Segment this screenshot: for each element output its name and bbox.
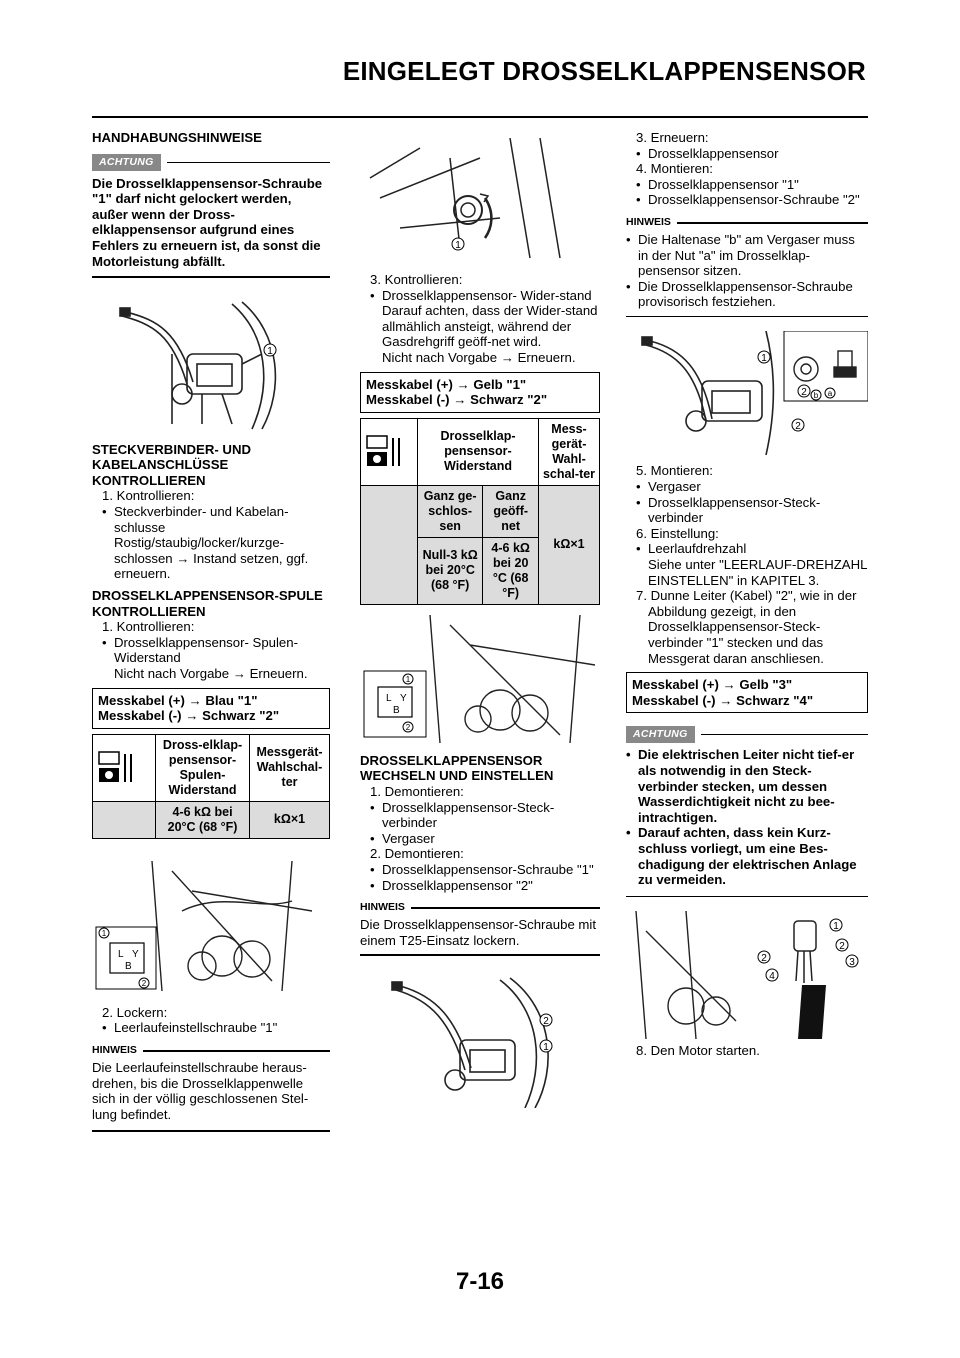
figure-idle-screw — [360, 138, 600, 264]
callout-1: 1 — [543, 1041, 549, 1053]
achtung-badge: ACHTUNG — [92, 154, 161, 172]
warning-text: Die Drosselklappensensor-Schraube "1" darf nicht gelockert werden, außer wenn der Dross-elklappensensor aufgrund eines Fehlers zu erneuern ist, da sonst die Motorleistung abfällt. — [92, 175, 323, 269]
table-header: Drosselklap-pensensor-Widerstand — [418, 418, 539, 485]
list-item: • Drosselklappensensor "1" — [626, 177, 868, 193]
step-2: 2. Lockern: — [102, 1004, 168, 1020]
table-cell: Ganz ge-schlos-sen — [418, 485, 483, 537]
callout-3: 3 — [849, 957, 855, 969]
figure-sensor-removal — [360, 970, 600, 1108]
note-text: Die Drosselklappensensor-Schraube mit einem T25-Einsatz lockern. — [360, 917, 597, 948]
heading-replace: DROSSELKLAPPENSENSOR WECHSELN UND EINSTELLEN — [360, 752, 554, 784]
table-cell: kΩ×1 — [539, 485, 600, 604]
step-1b: 1. Kontrollieren: — [102, 619, 195, 635]
list-item: • Drosselklappensensor-Schraube "1" — [360, 862, 600, 878]
list-item: • Drosselklappensensor — [626, 146, 868, 162]
sensor-illustration — [92, 294, 330, 432]
list-item: • Drosselklappensensor- Wider-stand Darauf achten, dass der Wider-stand allmählich ansteigt, während der Gasdrehgriff geöff-net wird. Nicht nach Vorgabe → Erneuern. — [360, 288, 600, 366]
note-text: Die Leerlaufeinstellschraube heraus-drehen, bis die Drosselklappenwelle sich in der völlig geschlossenen Stel-lung befindet. — [92, 1059, 309, 1122]
connector-letter-B: B — [125, 960, 132, 972]
table-header: Dross-elklap-pensensor-Spulen-Widerstand — [156, 734, 250, 801]
callout-2: 2 — [839, 941, 845, 953]
list-item: • Steckverbinder- und Kabelan-schlusse Rostig/staubig/locker/kurzge-schlossen → Instand setzen, ggf. erneuern. — [92, 504, 330, 582]
step-1: 1. Kontrollieren: — [102, 488, 195, 504]
table-cell: Null-3 kΩ bei 20°C (68 °F) — [418, 537, 483, 604]
connector-letter-L: L — [118, 948, 124, 960]
list-item: • Drosselklappensensor- Spulen-Widerstand Nicht nach Vorgabe → Erneuern. — [92, 635, 330, 682]
step-3: 3. Erneuern: — [636, 130, 709, 145]
title-rule — [92, 116, 868, 118]
callout-1: 1 — [833, 921, 839, 933]
figure-probe-connect — [626, 911, 868, 1039]
svg-text:2: 2 — [761, 953, 767, 965]
table-header: Messgerät-Wahlschal-ter — [250, 734, 330, 801]
spec-table-1 — [92, 734, 330, 839]
column-1 — [92, 130, 330, 1132]
step-8: 8. Den Motor starten. — [636, 1043, 760, 1059]
callout-a: a — [827, 389, 833, 399]
step-4: 4. Montieren: — [636, 161, 713, 177]
svg-text:B: B — [393, 704, 400, 716]
heading-connectors: STECKVERBINDER- UND KABELANSCHLÜSSE KONTROLLIEREN — [92, 441, 251, 488]
warning-header — [92, 154, 330, 172]
callout-2: 2 — [543, 1015, 549, 1027]
heading-coil: DROSSELKLAPPENSENSOR-SPULE KONTROLLIEREN — [92, 588, 323, 619]
figure-wiring-2 — [360, 615, 600, 745]
list-item: • Die Drosselklappensensor-Schraube provisorisch festziehen. — [626, 279, 868, 310]
list-item: • Vergaser — [360, 831, 600, 847]
svg-text:Y: Y — [400, 692, 407, 704]
step-2: 2. Demontieren: — [370, 846, 464, 862]
table-cell: 4-6 kΩ bei 20 °C (68 °F) — [483, 537, 539, 604]
table-cell: Ganz geöff-net — [483, 485, 539, 537]
list-item: • Leerlaufdrehzahl Siehe unter "LEERLAUF-DREHZAHL EINSTELLEN" in KAPITEL 3. — [626, 541, 868, 588]
callout-1: 1 — [761, 353, 767, 365]
warning-item: • Darauf achten, dass kein Kurz-schluss vorliegt, um eine Bes-chadigung der elektrischen Anlage zu vermeiden. — [626, 825, 868, 887]
table-header: Mess-gerät-Wahl-schal-ter — [539, 418, 600, 485]
figure-wiring-1 — [92, 851, 330, 999]
table-cell: 4-6 kΩ bei 20°C (68 °F) — [156, 801, 250, 838]
meter-icon — [361, 418, 418, 485]
figure-sensor-install — [626, 331, 868, 455]
achtung-badge: ACHTUNG — [626, 726, 695, 744]
callout-1: 1 — [455, 240, 461, 251]
svg-text:L: L — [386, 692, 392, 704]
list-item: • Vergaser — [626, 479, 868, 495]
note-header: HINWEIS — [626, 214, 868, 232]
step-3: 3. Kontrollieren: — [370, 272, 463, 287]
svg-text:2: 2 — [405, 722, 411, 732]
note-header: HINWEIS — [92, 1042, 330, 1060]
table-cell: kΩ×1 — [250, 801, 330, 838]
list-item: • Drosselklappensensor-Schraube "2" — [626, 192, 868, 208]
probe-box-1: Messkabel (+) → Blau "1" Messkabel (-) → Schwarz "2" — [92, 688, 330, 729]
column-2 — [360, 138, 600, 1108]
probe-box-2: Messkabel (+) → Gelb "1" Messkabel (-) → Schwarz "2" — [360, 372, 600, 413]
svg-text:2: 2 — [141, 978, 147, 988]
meter-icon — [93, 734, 156, 801]
page-number: 7-16 — [455, 1268, 505, 1295]
page-title: EINGELEGT DROSSELKLAPPENSENSOR — [342, 56, 866, 86]
note-header: HINWEIS — [360, 899, 600, 917]
step-7: 7. Dunne Leiter (Kabel) "2", wie in der Abbildung gezeigt, in den Drosselklappensensor-Steck-verbinder "1" stecken und das Messgerat daran anschliesen. — [636, 588, 857, 666]
warning-item: • Die elektrischen Leiter nicht tief-er als notwendig in den Steck-verbinder stecken, um dessen Wasserdichtigkeit nicht zu bee-intrachtigen. — [626, 747, 868, 825]
callout-b: b — [813, 391, 819, 401]
list-item: • Drosselklappensensor-Steck-verbinder — [360, 800, 600, 831]
probe-box-3: Messkabel (+) → Gelb "3" Messkabel (-) → Schwarz "4" — [626, 672, 868, 713]
callout-4: 4 — [769, 971, 775, 983]
step-1: 1. Demontieren: — [370, 783, 464, 799]
svg-text:2: 2 — [795, 421, 801, 433]
list-item: • Leerlaufeinstellschraube "1" — [92, 1020, 330, 1036]
heading-handling: HANDHABUNGSHINWEISE — [92, 130, 262, 145]
figure-sensor-screw — [92, 294, 330, 432]
svg-text:1: 1 — [101, 928, 107, 938]
callout-2: 2 — [801, 387, 807, 399]
spec-table-2 — [360, 418, 600, 605]
list-item: • Drosselklappensensor-Steck-verbinder — [626, 495, 868, 526]
svg-text:1: 1 — [405, 674, 411, 684]
callout-1: 1 — [267, 345, 273, 357]
warning-header — [626, 725, 868, 743]
step-5: 5. Montieren: — [636, 463, 713, 479]
list-item: • Drosselklappensensor "2" — [360, 878, 600, 894]
connector-letter-Y: Y — [132, 948, 139, 960]
step-6: 6. Einstellung: — [636, 525, 719, 541]
list-item: • Die Haltenase "b" am Vergaser muss in der Nut "a" im Drosselklap-pensensor sitzen. — [626, 232, 868, 279]
column-3 — [626, 130, 868, 1059]
